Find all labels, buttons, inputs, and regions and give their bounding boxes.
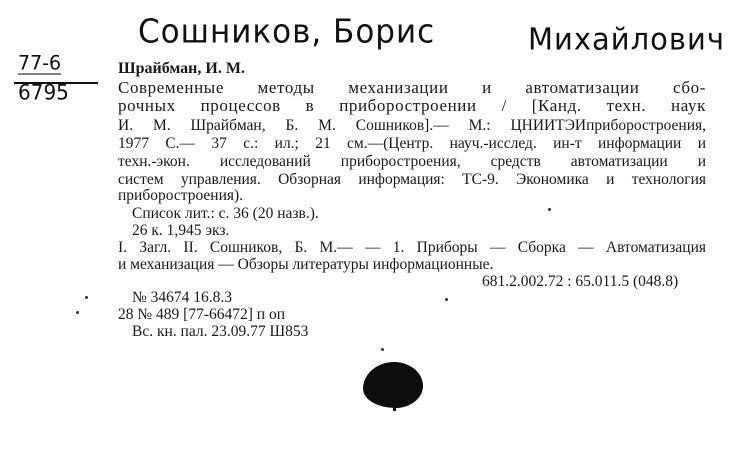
registration-number: № 34674 16.8.3 xyxy=(132,289,233,306)
ink-blot-tail xyxy=(393,405,396,411)
speck xyxy=(548,208,551,211)
call-number-top: 77-6 xyxy=(18,51,62,75)
handwritten-author-name: Сошников, Борис xyxy=(138,13,436,51)
speck xyxy=(76,311,79,314)
tracing-line-2: и механизация — Обзоры литературы информационные. xyxy=(118,256,494,273)
handwritten-patronymic: Михайлович xyxy=(528,21,725,57)
body-line-4: систем управления. Обзорная информация: ТС-9. Экономика и технология xyxy=(118,171,706,188)
title-line-2: рочных процессов в приборостроении / [Канд. техн. наук xyxy=(118,96,706,115)
udc-index: 681.2.002.72 : 65.011.5 (048.8) xyxy=(482,273,679,290)
body-line-5: приборостроения). xyxy=(118,187,244,204)
speck xyxy=(85,296,88,299)
order-number: 28 № 489 [77-66472] п оп xyxy=(118,306,285,323)
body-line-2: 1977 С.— 37 с.: ил.; 21 см.—(Центр. науч.-исслед. ин-т информации и xyxy=(118,135,706,152)
title-line-1: Современные методы механизации и автоматизации сбо- xyxy=(118,78,706,97)
body-line-1: И. М. Шрайбман, Б. М. Сошников].— М.: ЦНИИТЭИприборостроения, xyxy=(118,117,706,134)
speck xyxy=(381,348,384,351)
body-line-3: техн.-экон. исследований приборостроения, средств автоматизации и xyxy=(118,153,706,170)
speck xyxy=(445,298,448,301)
book-chamber-stamp: Вс. кн. пал. 23.09.77 Ш853 xyxy=(132,323,309,340)
record-author: Шрайбман, И. М. xyxy=(118,60,245,77)
call-number-bottom: 6795 xyxy=(18,79,69,105)
tracing-line-1: I. Загл. II. Сошников, Б. М.— — 1. Приборы — Сборка — Автоматизация xyxy=(118,239,706,256)
price-copies: 26 к. 1,945 экз. xyxy=(132,222,230,239)
bibliography-note: Список лит.: с. 36 (20 назв.). xyxy=(132,205,319,222)
ink-blot xyxy=(363,362,423,408)
